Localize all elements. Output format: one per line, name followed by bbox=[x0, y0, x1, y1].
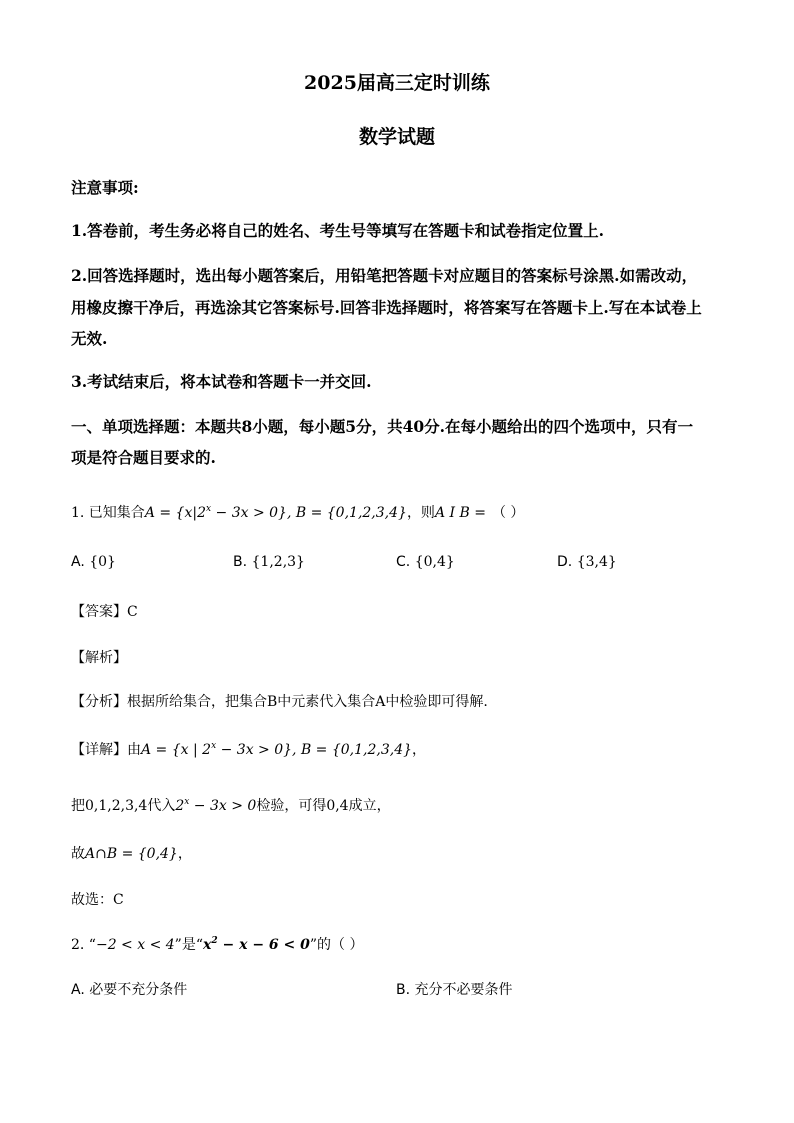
exam-title: 2025届高三定时训练 bbox=[304, 72, 490, 94]
question-1-set-a: $A = \{x|2^x - 3x > 0\}$ bbox=[144, 504, 287, 521]
answer-label: 【答案】C bbox=[71, 604, 138, 620]
detail-line-2: 把0,1,2,3,4代入$2^x - 3x > 0$检验，可得0,4成立， bbox=[71, 797, 391, 814]
notice-item-3: 3.考试结束后，将本试卷和答题卡一并交回. bbox=[71, 372, 372, 391]
option-b: B. {1,2,3} bbox=[233, 554, 305, 570]
detail-line-3: 故A∩B = {0,4}， bbox=[71, 846, 192, 862]
question-2-option-b: B. 充分不必要条件 bbox=[396, 982, 513, 998]
question-2-stem: 2. “−2 < x < 4”是“$x^2 - x - 6 < 0$”的（ ） bbox=[71, 936, 364, 953]
section-1-line-1: 一、单项选择题：本题共8小题，每小题5分，共40分.在每小题给出的四个选项中，只有一 bbox=[71, 417, 694, 436]
notice-item-1: 1.答卷前，考生务必将自己的姓名、考生号等填写在答题卡和试卷指定位置上. bbox=[71, 221, 605, 240]
question-2-condition-1: −2 < x < 4 bbox=[95, 937, 175, 953]
question-1-stem bbox=[71, 506, 524, 520]
detail-line-1: 【详解】由A = {x | $2^x - 3x > 0$}, B = {0,1,2,3,4}， bbox=[71, 741, 427, 758]
notice-item-2-line-3: 无效. bbox=[71, 329, 108, 348]
question-1-expression: A I B = bbox=[434, 505, 486, 521]
question-1-set-b: , B = {0,1,2,3,4} bbox=[286, 505, 407, 521]
notice-item-2-line-2: 用橡皮擦干净后，再选涂其它答案标号.回答非选择题时，将答案写在答题卡上.写在本试卷上 bbox=[71, 298, 702, 317]
option-c: C. {0,4} bbox=[396, 554, 455, 570]
detail-set-a: A = {x | $2^x - 3x > 0$} bbox=[141, 741, 293, 758]
notice-item-2-line-1: 2.回答选择题时，选出每小题答案后，用铅笔把答题卡对应题目的答案标号涂黑.如需改动， bbox=[71, 266, 698, 285]
detail-set-b: , B = {0,1,2,3,4} bbox=[292, 742, 413, 758]
option-a: A. {0} bbox=[71, 554, 116, 570]
question-1-prefix: 1. 已知集合 bbox=[71, 505, 145, 521]
analysis-fenxi: 【分析】根据所给集合，把集合B中元素代入集合A中检验即可得解. bbox=[71, 694, 488, 710]
question-2-option-a: A. 必要不充分条件 bbox=[71, 982, 188, 998]
exam-subtitle: 数学试题 bbox=[358, 126, 435, 148]
notice-heading: 注意事项: bbox=[71, 178, 139, 197]
option-d: D. {3,4} bbox=[557, 554, 617, 570]
analysis-label: 【解析】 bbox=[71, 650, 127, 666]
section-1-line-2: 项是符合题目要求的. bbox=[71, 448, 216, 467]
question-2-condition-2: $x^2 - x - 6 < 0$ bbox=[203, 936, 310, 953]
question-1-then: ，则 bbox=[406, 505, 435, 521]
detail-choose: 故选：C bbox=[71, 892, 124, 908]
question-1-paren: （ ） bbox=[491, 505, 525, 521]
